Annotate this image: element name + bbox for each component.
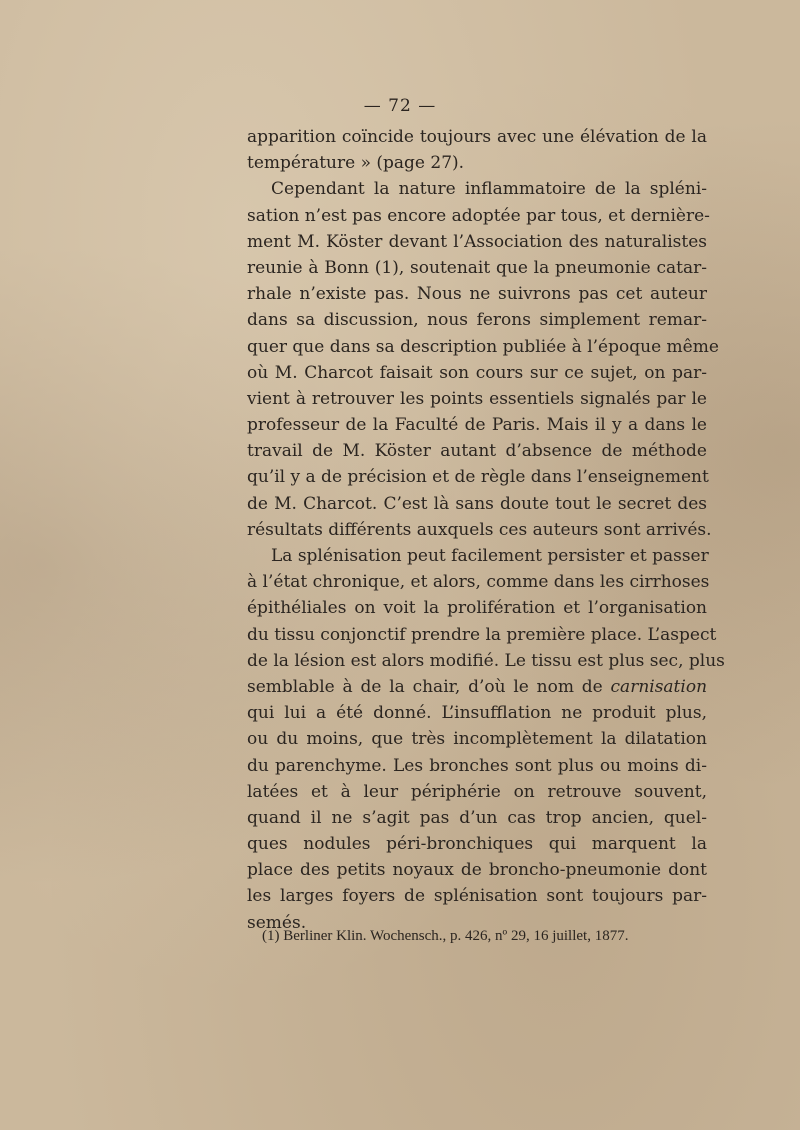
text-fragment: semblable à de la chair, d’où le nom de <box>247 676 603 697</box>
text-line: travail de M. Köster autant d’absence de méthode <box>247 441 707 462</box>
text-line: latées et à leur périphérie on retrouve souvent, <box>247 781 707 802</box>
text-line: La splénisation peut facilement persister et passer <box>271 546 709 566</box>
text-line: reunie à Bonn (1), soutenait que la pneumonie catar- <box>247 257 707 278</box>
text-line: rhale n’existe pas. Nous ne suivrons pas cet auteur <box>247 284 707 305</box>
text-line: quer que dans sa description publiée à l’époque même <box>247 336 719 357</box>
body-text <box>247 124 725 936</box>
text-line: quand il ne s’agit pas d’un cas trop ancien, quel- <box>247 807 707 828</box>
text-line: qu’il y a de précision et de règle dans l’enseignement <box>247 467 709 488</box>
text-line: du parenchyme. Les bronches sont plus ou moins di- <box>247 755 707 776</box>
text-line: qui lui a été donné. L’insufflation ne produit plus, <box>247 703 707 724</box>
text-line: les larges foyers de splénisation sont toujours par- <box>247 886 707 907</box>
text-line: place des petits noyaux de broncho-pneumonie dont <box>247 860 707 881</box>
text-line: où M. Charcot faisait son cours sur ce sujet, on par- <box>247 362 707 383</box>
text-line: résultats différents auxquels ces auteurs sont arrivés. <box>247 519 712 540</box>
text-line: du tissu conjonctif prendre la première place. L’aspect <box>247 624 717 645</box>
text-line: à l’état chronique, et alors, comme dans les cirrhoses <box>247 572 710 593</box>
text-line: température » (page 27). <box>247 153 465 174</box>
text-line: dans sa discussion, nous ferons simplement remar- <box>247 310 707 331</box>
text-line: de M. Charcot. C’est là sans doute tout le secret des <box>247 493 707 514</box>
text-line: professeur de la Faculté de Paris. Mais il y a dans le <box>247 415 707 436</box>
text-line: Cependant la nature inflammatoire de la spléni- <box>271 179 707 200</box>
text-line: de la lésion est alors modifié. Le tissu est plus sec, plus <box>247 650 725 671</box>
text-line: apparition coïncide toujours avec une élévation de la <box>247 127 707 147</box>
text-line: vient à retrouver les points essentiels signalés par le <box>247 388 707 409</box>
italic-term: carnisation <box>610 676 708 697</box>
text-line <box>247 674 707 700</box>
text-line: épithéliales on voit la prolifération et l’organisation <box>247 598 707 619</box>
footnote: (1) Berliner Klin. Wochensch., p. 426, nº 29, 16 juillet, 1877. <box>262 928 629 944</box>
page-number: — 72 — <box>363 96 437 116</box>
text-line: ques nodules péri-bronchiques qui marquent la <box>247 834 707 855</box>
text-line: sation n’est pas encore adoptée par tous, et dernière- <box>247 205 710 226</box>
text-line: ou du moins, que très incomplètement la dilatation <box>247 729 707 750</box>
text-line: ment M. Köster devant l’Association des naturalistes <box>247 231 707 252</box>
text-line: semés. <box>247 912 307 933</box>
